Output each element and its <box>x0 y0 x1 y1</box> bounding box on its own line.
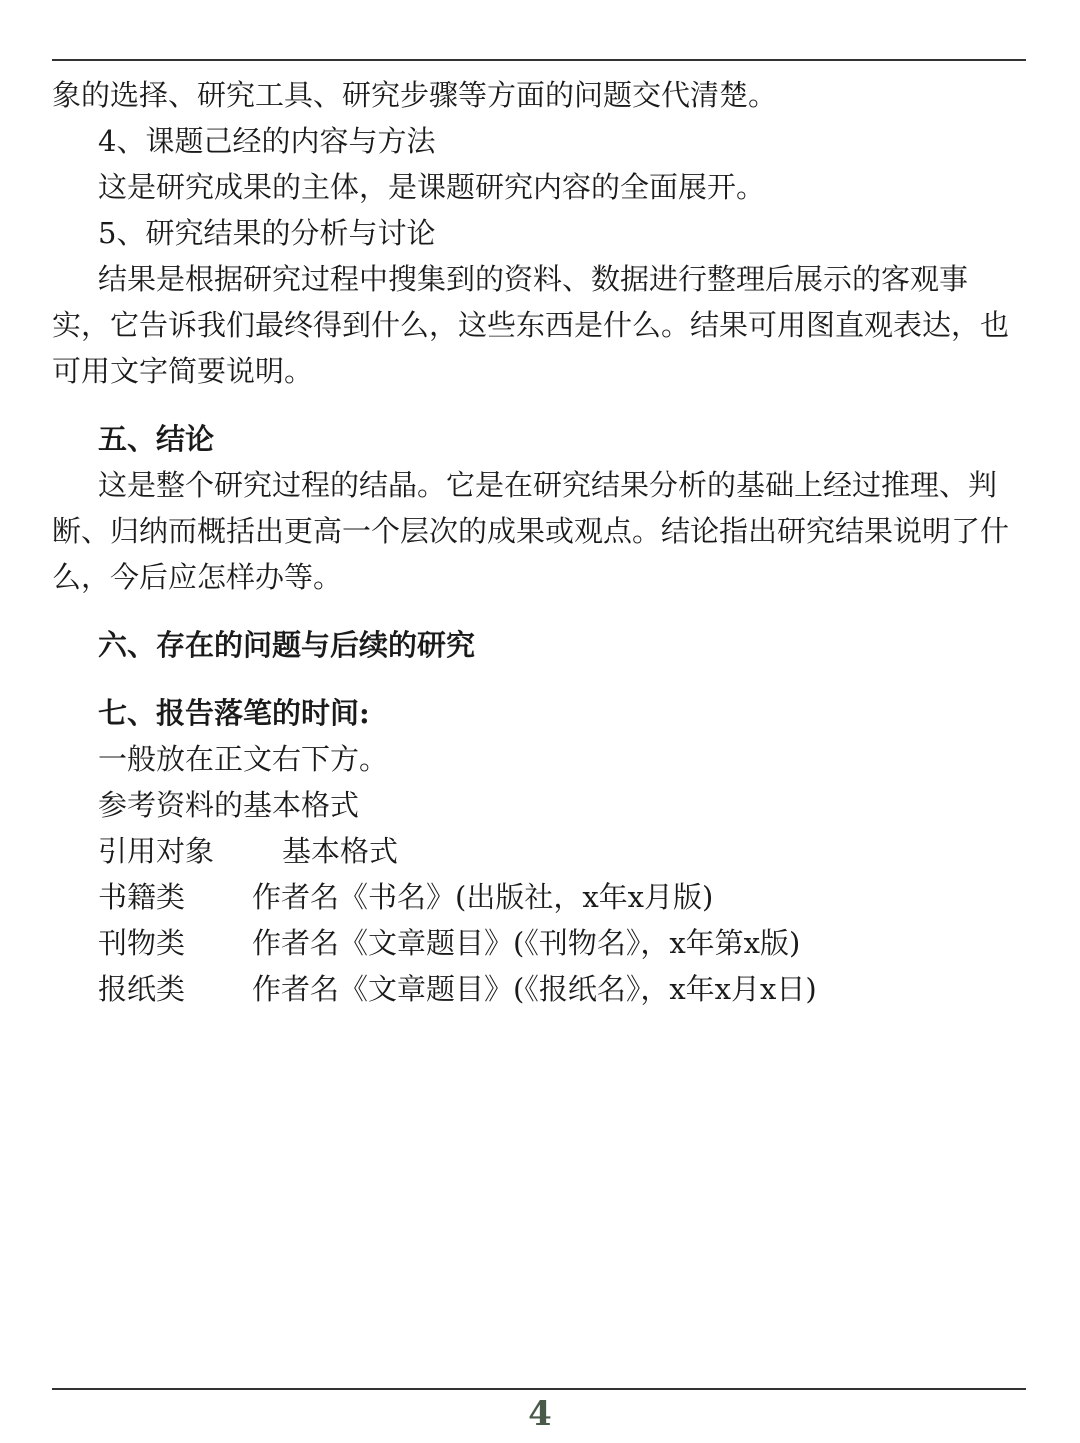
reference-type: 刊物类 <box>98 926 186 960</box>
reference-type: 报纸类 <box>98 972 186 1006</box>
reference-format: 作者名《文章题目》(《报纸名》，x年x月x日) <box>252 972 817 1006</box>
paragraph-results: 结果是根据研究过程中搜集到的资料、数据进行整理后展示的客观事实，它告诉我们最终得到什么，这些东西是什么。结果可用图直观表达，也可用文字简要说明。 <box>52 262 1010 388</box>
reference-table-header <box>52 828 1022 874</box>
reference-row <box>52 966 1022 1012</box>
subheading-4: 4、课题己经的内容与方法 <box>98 124 436 158</box>
bottom-rule <box>52 1388 1026 1390</box>
reference-type: 书籍类 <box>98 880 186 914</box>
page-number: 4 <box>528 1394 552 1434</box>
subheading-5: 5、研究结果的分析与讨论 <box>98 216 436 250</box>
paragraph-research-body: 这是研究成果的主体，是课题研究内容的全面展开。 <box>98 170 766 204</box>
section-heading-issues: 六、存在的问题与后续的研究 <box>98 628 476 662</box>
reference-format: 作者名《书名》(出版社，x年x月版) <box>252 880 714 914</box>
reference-row <box>52 874 1022 920</box>
top-rule <box>52 59 1026 61</box>
reference-format: 作者名《文章题目》(《刊物名》，x年第x版) <box>252 926 801 960</box>
reference-header-format: 基本格式 <box>282 834 399 868</box>
paragraph-conclusion: 这是整个研究过程的结晶。它是在研究结果分析的基础上经过推理、判断、归纳而概括出更高一个层次的成果或观点。结论指出研究结果说明了什么，今后应怎样办等。 <box>52 468 1010 594</box>
reference-header-object: 引用对象 <box>98 834 215 868</box>
section-heading-report-time: 七、报告落笔的时间: <box>98 696 370 730</box>
paragraph-reference-format: 参考资料的基本格式 <box>98 788 360 822</box>
paragraph-continuation: 象的选择、研究工具、研究步骤等方面的问题交代清楚。 <box>52 78 778 112</box>
reference-row <box>52 920 1022 966</box>
document-body <box>52 72 1022 1012</box>
paragraph-placement: 一般放在正文右下方。 <box>98 742 389 776</box>
section-heading-conclusion: 五、结论 <box>98 422 215 456</box>
